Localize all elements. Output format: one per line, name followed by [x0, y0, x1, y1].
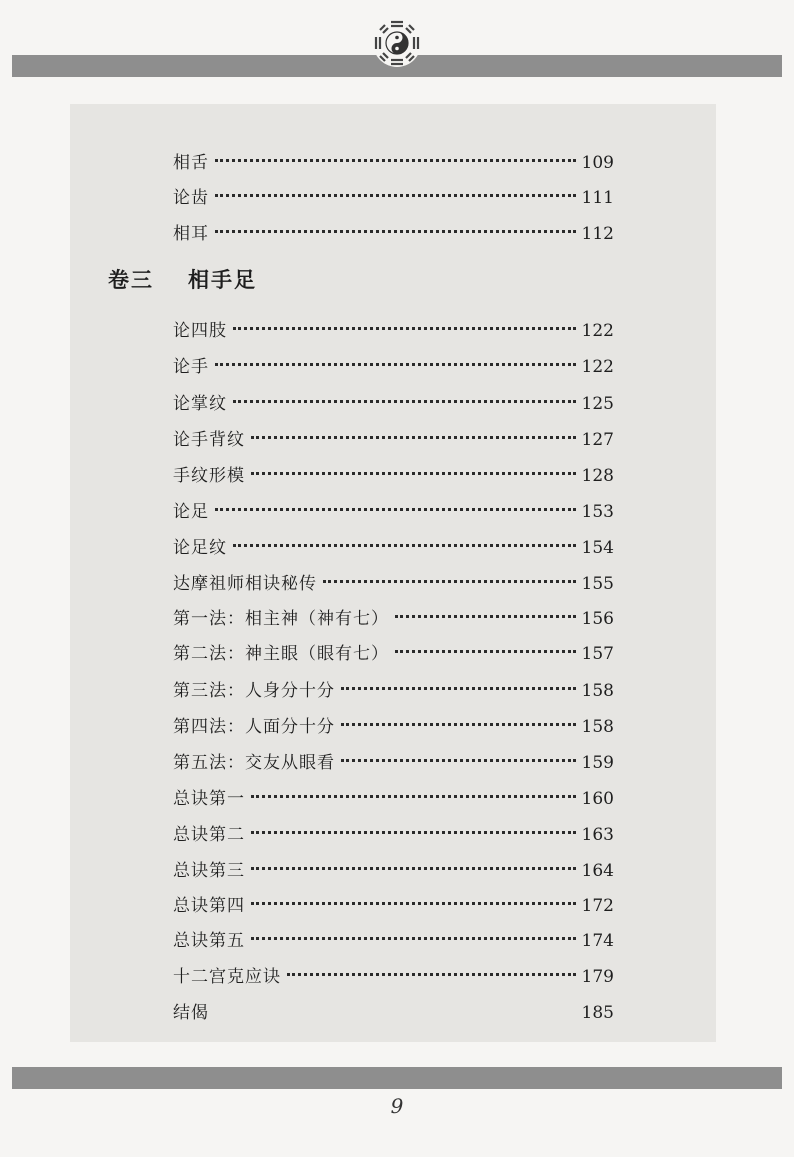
toc-entry-title: 论足纹	[173, 538, 227, 558]
page-number: 9	[390, 1094, 404, 1118]
toc-entry-page: 155	[581, 574, 614, 594]
dot-leader	[215, 508, 576, 511]
toc-entry-page: 127	[581, 430, 614, 450]
dot-leader	[215, 363, 576, 366]
toc-entry-title: 论掌纹	[173, 394, 227, 414]
toc-entry-title: 第三法：人身分十分	[173, 681, 335, 701]
dot-leader	[287, 973, 576, 976]
toc-entry-title: 总诀第四	[173, 896, 245, 916]
toc-entry-title: 相耳	[173, 224, 209, 244]
toc-entry[interactable]	[173, 316, 614, 346]
toc-entry-title: 第二法：神主眼（眼有七）	[173, 644, 389, 664]
toc-entry-page: 125	[581, 394, 614, 414]
toc-entry-title: 论足	[173, 502, 209, 522]
dot-leader	[251, 831, 576, 834]
toc-entry-page: 185	[581, 1003, 614, 1023]
toc-entry-page: 158	[581, 681, 614, 701]
dot-leader	[341, 759, 576, 762]
dot-leader	[233, 544, 576, 547]
toc-entry[interactable]	[173, 148, 614, 178]
toc-entry[interactable]	[173, 676, 614, 706]
dot-leader	[251, 902, 576, 905]
toc-entry[interactable]	[173, 569, 614, 599]
dot-leader	[251, 867, 576, 870]
toc-entry-page: 160	[581, 789, 614, 809]
toc-entry-title: 论手背纹	[173, 430, 245, 450]
toc-entry[interactable]	[173, 998, 614, 1028]
toc-entry-page: 122	[581, 357, 614, 377]
toc-entry-title: 第一法：相主神（神有七）	[173, 609, 389, 629]
toc-entry-page: 179	[581, 967, 614, 987]
toc-entry[interactable]	[173, 820, 614, 850]
toc-entry[interactable]	[173, 712, 614, 742]
toc-entry-title: 手纹形模	[173, 466, 245, 486]
dot-leader	[395, 650, 576, 653]
toc-entry-title: 总诀第二	[173, 825, 245, 845]
toc-entry-page: 122	[581, 321, 614, 341]
toc-entry-page: 172	[581, 896, 614, 916]
toc-entry[interactable]	[173, 533, 614, 563]
toc-entry[interactable]	[173, 461, 614, 491]
toc-entry[interactable]	[173, 352, 614, 382]
toc-entry-title: 达摩祖师相诀秘传	[173, 574, 317, 594]
dot-leader	[251, 937, 576, 940]
toc-entry[interactable]	[173, 891, 614, 921]
toc-entry[interactable]	[173, 183, 614, 213]
toc-entry[interactable]	[173, 497, 614, 527]
toc-entry-page: 112	[581, 224, 614, 244]
toc-entry-title: 论手	[173, 357, 209, 377]
dot-leader	[233, 327, 576, 330]
toc-entry[interactable]	[173, 784, 614, 814]
toc-entry-page: 163	[581, 825, 614, 845]
section-number: 卷三	[108, 268, 154, 292]
section-title: 相手足	[188, 268, 257, 292]
toc-entry-page: 154	[581, 538, 614, 558]
toc-entry-page: 153	[581, 502, 614, 522]
dot-leader	[341, 723, 576, 726]
dot-leader	[395, 615, 576, 618]
dot-leader	[251, 795, 576, 798]
dot-leader	[251, 472, 576, 475]
toc-entry-page: 128	[581, 466, 614, 486]
toc-entry-page: 164	[581, 861, 614, 881]
footer-band	[12, 1067, 782, 1089]
toc-entry-title: 总诀第三	[173, 861, 245, 881]
dot-leader	[233, 400, 576, 403]
toc-entry-page: 158	[581, 717, 614, 737]
dot-leader	[215, 230, 576, 233]
dot-leader	[323, 580, 576, 583]
toc-entry-page: 156	[581, 609, 614, 629]
toc-entry[interactable]	[173, 748, 614, 778]
toc-entry-page: 174	[581, 931, 614, 951]
toc-entry-title: 论齿	[173, 188, 209, 208]
toc-entry[interactable]	[173, 962, 614, 992]
toc-entry-title: 论四肢	[173, 321, 227, 341]
dot-leader	[251, 436, 576, 439]
toc-entry[interactable]	[173, 425, 614, 455]
section-heading	[108, 264, 257, 294]
toc-entry[interactable]	[173, 856, 614, 886]
toc-entry-title: 结偈	[173, 1003, 209, 1023]
toc-entry-title: 十二宫克应诀	[173, 967, 281, 987]
toc-entry[interactable]	[173, 639, 614, 669]
toc-entry[interactable]	[173, 219, 614, 249]
toc-entry-title: 总诀第一	[173, 789, 245, 809]
toc-entry[interactable]	[173, 604, 614, 634]
dot-leader	[341, 687, 576, 690]
toc-entry-page: 111	[581, 188, 614, 208]
toc-entry-title: 相舌	[173, 153, 209, 173]
dot-leader	[215, 194, 576, 197]
toc-entry-title: 总诀第五	[173, 931, 245, 951]
toc-entry[interactable]	[173, 926, 614, 956]
toc-entry-page: 157	[581, 644, 614, 664]
toc-entry[interactable]	[173, 389, 614, 419]
toc-entry-page: 159	[581, 753, 614, 773]
toc-entry-title: 第五法：交友从眼看	[173, 753, 335, 773]
dot-leader	[215, 159, 576, 162]
toc-entry-page: 109	[581, 153, 614, 173]
toc-entry-title: 第四法：人面分十分	[173, 717, 335, 737]
